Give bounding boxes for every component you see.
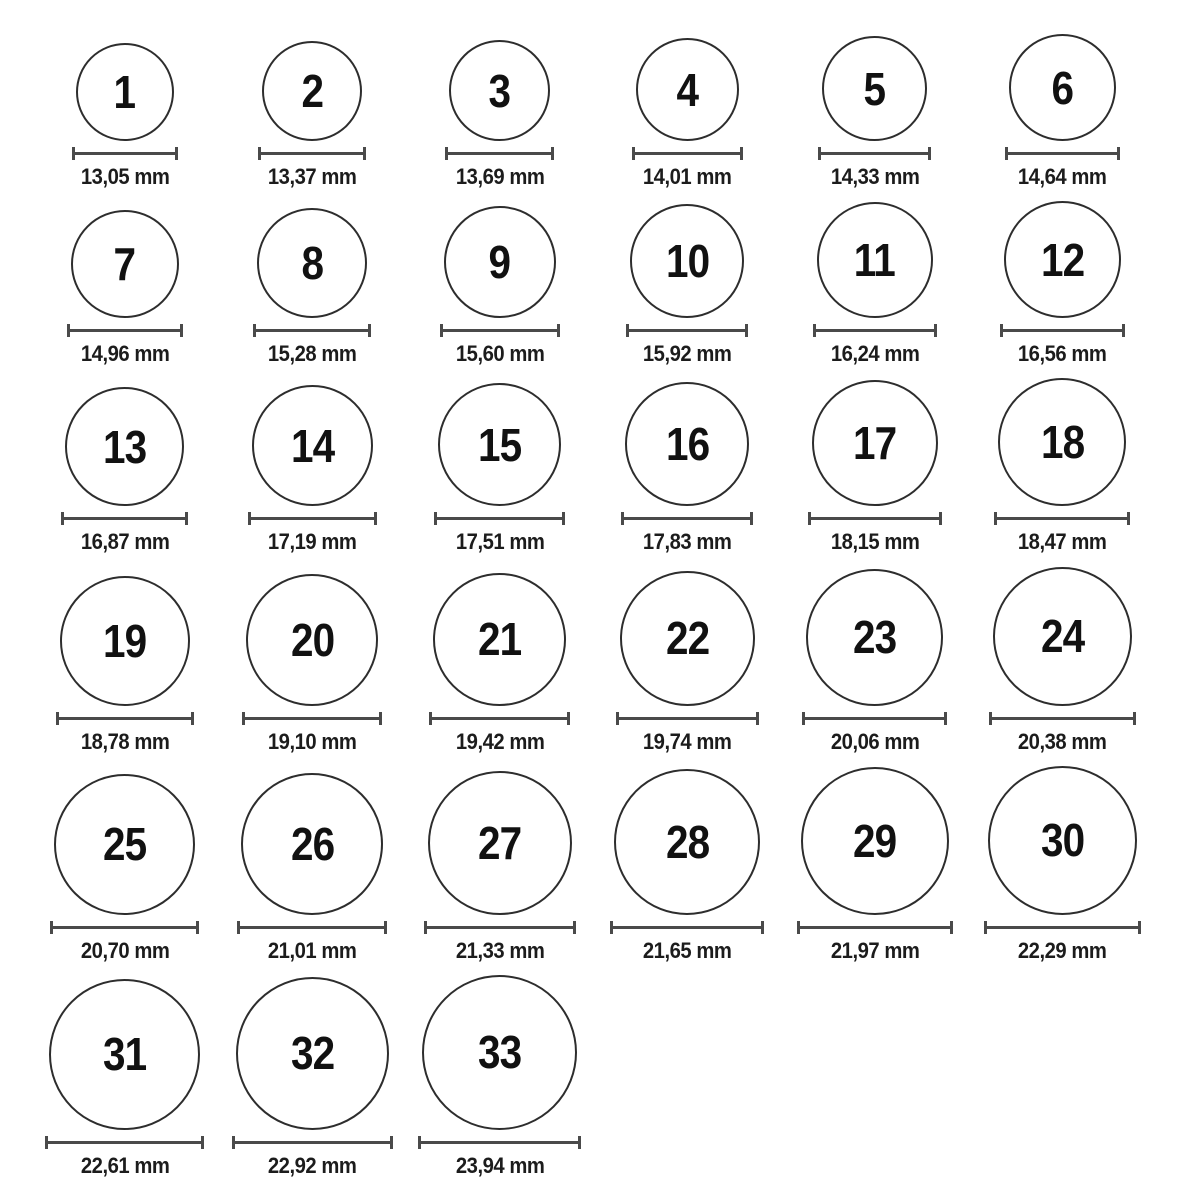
diameter-measure-line [994, 512, 1130, 525]
diameter-label: 22,61 mm [80, 1152, 170, 1178]
diameter-measure-line [248, 512, 377, 525]
ring-circle [428, 771, 572, 915]
ring-cell [781, 380, 969, 554]
diameter-label: 15,60 mm [455, 341, 545, 367]
diameter-label: 17,83 mm [642, 529, 732, 555]
ring-circle [1004, 201, 1121, 318]
diameter-label: 23,94 mm [455, 1152, 545, 1178]
diameter-measure-line [67, 324, 183, 337]
ring-cell [969, 766, 1157, 963]
diameter-measure-line [418, 1136, 581, 1149]
ring-circle [433, 573, 566, 706]
diameter-measure-line [445, 147, 554, 160]
ring-number: 27 [478, 816, 522, 869]
diameter-measure-line [424, 921, 576, 934]
ring-number: 22 [665, 612, 709, 665]
ring-number: 12 [1040, 233, 1084, 286]
diameter-label: 20,70 mm [80, 937, 170, 963]
ring-number: 24 [1040, 610, 1084, 663]
ring-cell [219, 977, 407, 1178]
ring-circle [252, 385, 373, 506]
diameter-measure-line [253, 324, 371, 337]
ring-number: 15 [478, 418, 522, 471]
ring-circle [636, 38, 739, 141]
diameter-measure-line [802, 712, 947, 725]
ring-circle [620, 571, 755, 706]
ring-number: 9 [488, 236, 511, 289]
ring-number: 23 [853, 611, 897, 664]
ring-number: 6 [1051, 61, 1074, 114]
diameter-label: 14,64 mm [1017, 164, 1107, 189]
ring-cell [781, 202, 969, 366]
diameter-measure-line [818, 147, 931, 160]
ring-cell [31, 979, 219, 1178]
ring-number: 16 [665, 418, 709, 471]
diameter-label: 19,74 mm [642, 728, 732, 754]
ring-circle [822, 36, 927, 141]
ring-row [31, 567, 1156, 754]
diameter-label: 13,69 mm [455, 164, 545, 189]
diameter-label: 14,96 mm [80, 341, 170, 367]
ring-circle [262, 41, 362, 141]
ring-circle [998, 378, 1126, 506]
diameter-measure-line [429, 712, 570, 725]
diameter-measure-line [1000, 324, 1125, 337]
diameter-label: 19,42 mm [455, 728, 545, 754]
diameter-label: 13,05 mm [80, 164, 170, 189]
diameter-measure-line [50, 921, 199, 934]
ring-cell [406, 975, 594, 1178]
ring-cell [594, 204, 782, 366]
ring-circle [236, 977, 389, 1130]
ring-cell [594, 571, 782, 754]
ring-cell [969, 378, 1157, 554]
ring-number: 29 [853, 814, 897, 867]
diameter-label: 14,01 mm [642, 164, 732, 189]
ring-row [31, 378, 1156, 554]
diameter-label: 17,19 mm [267, 529, 357, 555]
ring-number: 31 [103, 1028, 147, 1081]
ring-cell [781, 36, 969, 189]
diameter-measure-line [626, 324, 748, 337]
ring-cell [219, 574, 407, 754]
ring-number: 25 [103, 818, 147, 871]
ring-number: 2 [301, 65, 324, 117]
diameter-label: 17,51 mm [455, 529, 545, 555]
ring-circle [817, 202, 933, 318]
ring-circle [54, 774, 195, 915]
diameter-measure-line [45, 1136, 204, 1149]
diameter-label: 21,33 mm [455, 937, 545, 963]
ring-cell [406, 573, 594, 754]
diameter-measure-line [632, 147, 743, 160]
diameter-measure-line [621, 512, 753, 525]
ring-cell [31, 210, 219, 366]
diameter-label: 16,24 mm [830, 341, 920, 367]
diameter-measure-line [56, 712, 194, 725]
diameter-label: 21,01 mm [267, 937, 357, 963]
diameter-label: 21,97 mm [830, 937, 920, 963]
diameter-label: 14,33 mm [830, 164, 920, 189]
ring-circle [625, 382, 749, 506]
diameter-label: 22,92 mm [267, 1152, 357, 1178]
ring-number: 14 [290, 419, 334, 472]
diameter-measure-line [989, 712, 1136, 725]
diameter-measure-line [610, 921, 764, 934]
ring-number: 1 [113, 66, 136, 118]
ring-number: 20 [290, 613, 334, 666]
ring-cell [969, 34, 1157, 189]
ring-cell [406, 40, 594, 189]
ring-circle [988, 766, 1137, 915]
ring-cell [219, 41, 407, 189]
ring-number: 21 [478, 613, 522, 666]
ring-number: 4 [676, 63, 699, 116]
diameter-measure-line [237, 921, 387, 934]
ring-number: 11 [854, 234, 896, 287]
ring-number: 8 [301, 237, 324, 290]
ring-circle [257, 208, 367, 318]
diameter-label: 21,65 mm [642, 937, 732, 963]
ring-number: 18 [1040, 416, 1084, 469]
ring-cell [969, 567, 1157, 754]
ring-row [31, 975, 1156, 1178]
ring-number: 30 [1040, 814, 1084, 867]
diameter-measure-line [984, 921, 1141, 934]
ring-cell [219, 773, 407, 963]
ring-cell [781, 569, 969, 754]
diameter-measure-line [1005, 147, 1120, 160]
ring-circle [806, 569, 943, 706]
diameter-label: 20,38 mm [1017, 728, 1107, 754]
ring-number: 13 [103, 420, 147, 473]
diameter-measure-line [434, 512, 565, 525]
ring-cell [969, 201, 1157, 366]
ring-circle [422, 975, 577, 1130]
ring-cell [31, 387, 219, 554]
diameter-measure-line [61, 512, 188, 525]
ring-cell [406, 383, 594, 554]
diameter-measure-line [242, 712, 382, 725]
ring-cell [31, 774, 219, 963]
ring-number: 7 [113, 238, 136, 291]
ring-circle [444, 206, 556, 318]
ring-cell [406, 206, 594, 366]
ring-number: 28 [665, 815, 709, 868]
ring-cell [594, 769, 782, 963]
ring-number: 3 [488, 64, 511, 117]
ring-cell [406, 771, 594, 963]
diameter-label: 15,28 mm [267, 341, 357, 367]
ring-circle [449, 40, 550, 141]
diameter-label: 18,47 mm [1017, 529, 1107, 555]
ring-number: 10 [665, 235, 709, 288]
ring-circle [71, 210, 179, 318]
ring-circle [993, 567, 1132, 706]
diameter-measure-line [813, 324, 937, 337]
ring-row [31, 766, 1156, 963]
diameter-label: 20,06 mm [830, 728, 920, 754]
diameter-label: 19,10 mm [267, 728, 357, 754]
ring-circle [65, 387, 184, 506]
diameter-label: 15,92 mm [642, 341, 732, 367]
ring-circle [1009, 34, 1116, 141]
ring-number: 5 [863, 62, 886, 115]
ring-circle [246, 574, 378, 706]
ring-circle [241, 773, 383, 915]
diameter-measure-line [258, 147, 366, 160]
ring-circle [60, 576, 190, 706]
ring-number: 33 [478, 1026, 522, 1079]
ring-circle [614, 769, 760, 915]
ring-cell [594, 382, 782, 554]
diameter-measure-line [440, 324, 560, 337]
ring-cell [31, 43, 219, 189]
ring-number: 26 [290, 817, 334, 870]
diameter-measure-line [797, 921, 953, 934]
ring-circle [801, 767, 949, 915]
diameter-label: 18,15 mm [830, 529, 920, 555]
ring-cell [219, 208, 407, 366]
ring-row [31, 201, 1156, 366]
diameter-label: 18,78 mm [80, 728, 170, 754]
ring-circle [76, 43, 174, 141]
diameter-label: 16,56 mm [1017, 341, 1107, 367]
diameter-measure-line [616, 712, 759, 725]
ring-circle [630, 204, 744, 318]
ring-circle [49, 979, 200, 1130]
ring-row [31, 34, 1156, 189]
diameter-measure-line [232, 1136, 393, 1149]
diameter-measure-line [808, 512, 942, 525]
ring-cell [31, 576, 219, 754]
ring-cell [219, 385, 407, 554]
ring-number: 17 [853, 417, 897, 470]
diameter-label: 13,37 mm [267, 164, 357, 189]
ring-number: 32 [290, 1027, 334, 1080]
ring-cell [594, 38, 782, 189]
diameter-measure-line [72, 147, 178, 160]
ring-cell [781, 767, 969, 963]
diameter-label: 16,87 mm [80, 529, 170, 555]
ring-circle [438, 383, 561, 506]
diameter-label: 22,29 mm [1017, 937, 1107, 963]
ring-circle [812, 380, 938, 506]
ring-number: 19 [103, 614, 147, 667]
